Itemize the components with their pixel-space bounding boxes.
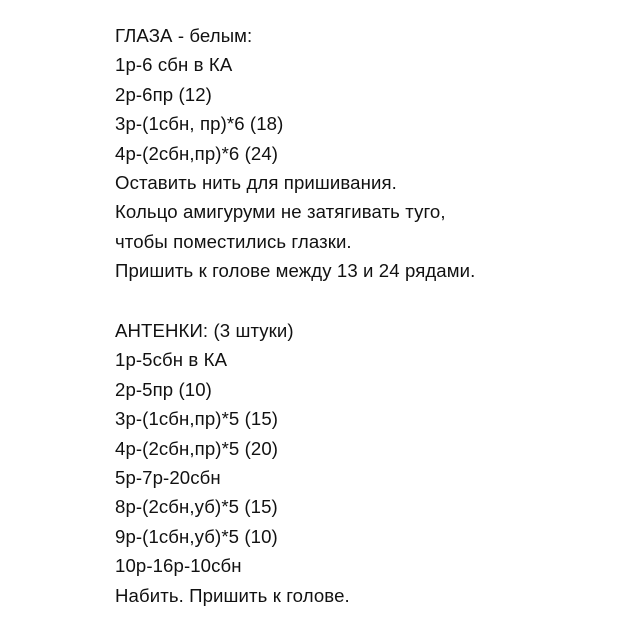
eyes-instruction-3: чтобы поместились глазки. bbox=[115, 230, 352, 252]
eyes-row-2: 2р-6пр (12) bbox=[115, 83, 212, 105]
antennae-row-3: 3р-(1сбн,пр)*5 (15) bbox=[115, 408, 279, 430]
antennae-instruction: Набить. Пришить к голове. bbox=[115, 584, 350, 606]
eyes-section bbox=[115, 21, 475, 286]
antennae-row-2: 2р-5пр (10) bbox=[115, 378, 212, 400]
eyes-instruction-4: Пришить к голове между 13 и 24 рядами. bbox=[115, 260, 476, 282]
eyes-instruction-1: Оставить нить для пришивания. bbox=[115, 171, 397, 193]
antennae-rows-5-7: 5р-7р-20сбн bbox=[115, 466, 221, 488]
antennae-rows-10-16: 10р-16р-10сбн bbox=[115, 555, 242, 577]
eyes-instruction-2: Кольцо амигуруми не затягивать туго, bbox=[115, 201, 446, 223]
antennae-heading: АНТЕНКИ: (3 штуки) bbox=[115, 320, 294, 341]
antennae-row-9: 9р-(1сбн,уб)*5 (10) bbox=[115, 525, 278, 547]
eyes-heading: ГЛАЗА - белым: bbox=[115, 25, 253, 46]
antennae-row-8: 8р-(2сбн,уб)*5 (15) bbox=[115, 496, 278, 518]
antennae-row-1: 1р-5сбн в КА bbox=[115, 349, 228, 371]
eyes-row-3: 3р-(1сбн, пр)*6 (18) bbox=[115, 113, 284, 135]
eyes-row-1: 1р-6 сбн в КА bbox=[115, 54, 233, 76]
antennae-row-4: 4р-(2сбн,пр)*5 (20) bbox=[115, 437, 279, 459]
antennae-section bbox=[115, 316, 350, 610]
eyes-row-4: 4р-(2сбн,пр)*6 (24) bbox=[115, 142, 279, 164]
